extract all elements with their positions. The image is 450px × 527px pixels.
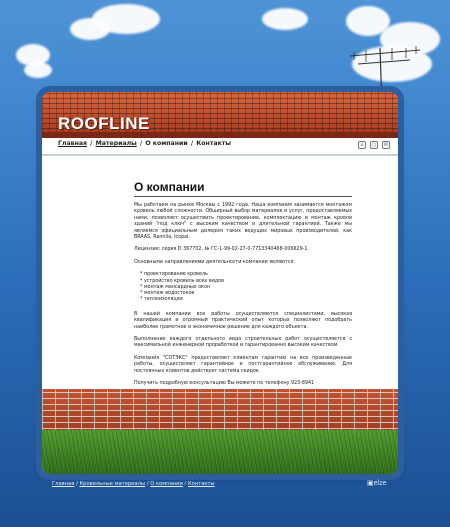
paragraph-quality: Выполнение каждого отдельного вида строительных работ осуществляется с максимальной инженерной проработкой и гарантированно высоким качеством. bbox=[134, 336, 352, 349]
footer-link-materials[interactable]: Кровельные материалы bbox=[79, 481, 146, 487]
cloud bbox=[24, 62, 52, 78]
nav-tools bbox=[358, 141, 390, 149]
paragraph-warranty: Компания "СОТЭКС" предоставляет клиентам гарантию на все произведенные работы, осуществляет гарантийное и постгарантийное обслуживание. Для постоянных клиентов действует система скидок. bbox=[134, 355, 352, 374]
footer-link-contacts[interactable]: Контакты bbox=[187, 481, 215, 487]
list-item: * устройство кровель всех видов bbox=[140, 279, 352, 285]
list-item: * проектирование кровель bbox=[140, 272, 352, 278]
nav-separator: / bbox=[139, 140, 143, 147]
site-logo[interactable]: ROOFLINE bbox=[58, 114, 150, 133]
footer-brand[interactable] bbox=[367, 479, 386, 487]
paragraph-specialists: В нашей компании все работы осуществляются специалистами, высокая квалификация и огромный практический опыт которых позволяют подобрать наиболее грамотное и экономичное решение для каждого объекта. bbox=[134, 311, 352, 330]
services-list bbox=[140, 272, 352, 303]
footer-navigation bbox=[52, 481, 215, 487]
nav-item-materials[interactable]: Материалы bbox=[95, 140, 137, 147]
paragraph-directions: Основными направлениями деятельности компании являются: bbox=[134, 259, 295, 265]
cloud bbox=[70, 18, 110, 40]
paragraph-intro: Мы работаем на рынке Москвы с 1992 года. Наша компания занимается монтажом кровель любой сложности. Обширный выбор материалов и услуг, предоставляемых нами, позволяет осуществить проектирование, комплектацию и монтаж кровли зданий "под ключ" с высоким качеством и длительной гарантией. Также мы являемся официальным дилером таких ведущих мировых производителей, как BRAAS, Rannila, Icopal. bbox=[134, 203, 352, 241]
list-item: * монтаж водостоков bbox=[140, 291, 352, 297]
nav-item-about: О компании bbox=[145, 140, 188, 147]
mail-icon[interactable]: ✉ bbox=[383, 142, 389, 148]
nav-links bbox=[58, 140, 231, 147]
footer-separator: / bbox=[146, 481, 149, 487]
brand-logo-icon: ▣ bbox=[367, 480, 374, 487]
search-icon[interactable]: ○ bbox=[371, 142, 377, 148]
nav-separator: / bbox=[190, 140, 194, 147]
nav-item-contacts[interactable]: Контакты bbox=[196, 140, 231, 147]
page-title: О компании bbox=[134, 180, 352, 197]
grass-image bbox=[42, 430, 398, 474]
top-navigation bbox=[42, 138, 398, 156]
list-item: * теплоизоляция bbox=[140, 297, 352, 303]
main-content bbox=[134, 180, 352, 393]
footer-link-home[interactable]: Главная bbox=[52, 481, 75, 487]
brand-name: elze bbox=[373, 480, 387, 487]
list-item: * монтаж мансардных окон bbox=[140, 285, 352, 291]
paragraph-license: Лицензия: серия D 367702, № ГС-1-99-02-27-0-7713340468-006629-1. bbox=[134, 247, 309, 253]
paragraph-contact: Получить подробную консультацию Вы можете по телефону 923-8941 bbox=[134, 380, 315, 386]
footer-separator: / bbox=[184, 481, 187, 487]
footer-link-about[interactable]: О компании bbox=[150, 481, 183, 487]
nav-item-home[interactable]: Главная bbox=[58, 140, 87, 147]
nav-separator: / bbox=[90, 140, 93, 147]
footer-separator: / bbox=[76, 481, 78, 487]
home-icon[interactable]: ⌂ bbox=[358, 141, 366, 149]
cloud bbox=[262, 8, 308, 30]
site-card bbox=[42, 92, 398, 474]
